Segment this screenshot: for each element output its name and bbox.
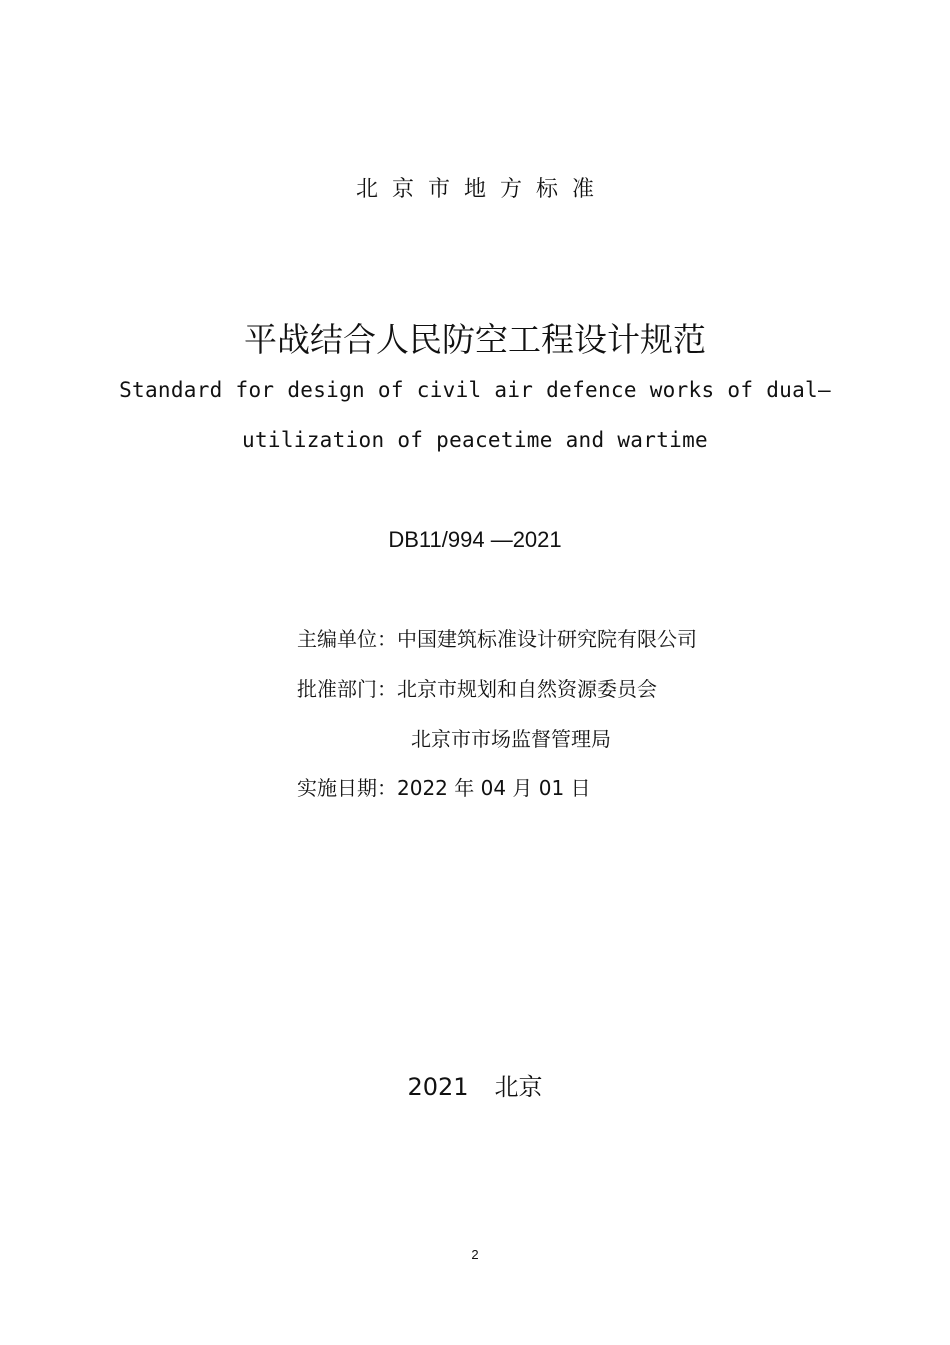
publication-year-place xyxy=(0,1071,950,1103)
editor-row xyxy=(297,624,697,654)
approver-value-1: 北京市规划和自然资源委员会 xyxy=(397,677,657,701)
approver-value-2: 北京市市场监督管理局 xyxy=(411,727,611,751)
editor-value: 中国建筑标准设计研究院有限公司 xyxy=(397,627,697,651)
page-number: 2 xyxy=(471,1247,479,1262)
document-title-english-line-1: Standard for design of civil air defence works of dual— xyxy=(119,378,831,402)
document-title-chinese: 平战结合人民防空工程设计规范 xyxy=(244,320,706,359)
effective-date-row xyxy=(297,773,591,803)
standard-category: 北京市地方标准 xyxy=(355,177,608,202)
document-title-english-line-2: utilization of peacetime and wartime xyxy=(242,428,708,452)
approver-label: 批准部门： xyxy=(297,677,397,701)
publication-year: 2021 xyxy=(407,1073,469,1101)
effective-date-label: 实施日期： xyxy=(297,776,397,800)
approver-row-2 xyxy=(411,724,611,754)
editor-label: 主编单位： xyxy=(297,627,397,651)
effective-date-value: 2022 年 04 月 01 日 xyxy=(397,776,591,800)
publication-city: 北京 xyxy=(494,1073,543,1101)
standard-number: DB11/994 —2021 xyxy=(388,527,562,552)
approver-row xyxy=(297,674,657,704)
